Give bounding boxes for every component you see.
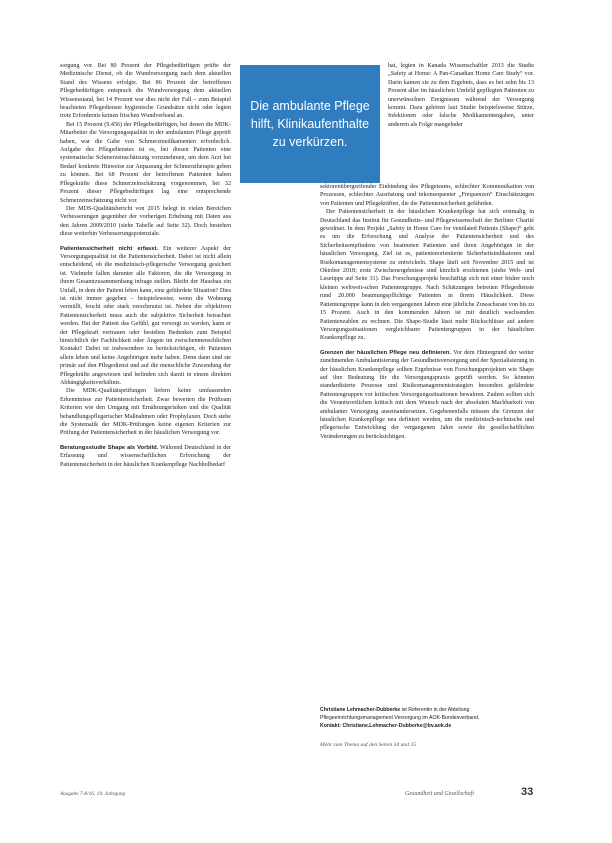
footer-issue: Ausgabe 7-8/16, 19. Jahrgang bbox=[60, 791, 126, 797]
section-heading: Patientensicherheit nicht erfasst. bbox=[60, 245, 159, 252]
pullquote-text: Die ambulante Pflege hilft, Klinikaufenthalte zu verkürzen. bbox=[250, 99, 370, 149]
paragraph: hat, legten in Kanada Wissenschaftler 2013 die Studie „Safety at Home: A Pan-Canadian Home Care Study“ vor. Darin kamen sie zu dem Ergebnis, dass es bei zehn bis 13 Prozent aller im häuslichen Umfeld gepflegten Patienten zu unerwünschten Ereignissen während der Versorgung kommt. Dazu gehören laut Studie beispielsweise Stürze, Infektionen oder falsche Medikamentengaben, unter anderem als Folge mangelnder bbox=[388, 63, 534, 128]
author-name: Christiane Lehmacher-Dubberke bbox=[320, 707, 401, 713]
paragraph: Der Patientensicherheit in der häuslichen Krankenpflege hat sich erstmalig in Deutschland das Institut für Gesundheits- und Pflegewissenschaft der Berliner Charité gewidmet. In dem Projekt „Safety in Home Care for ventilated Patients (Shape)“ geht es um die Erforschung und Analyse der Patientensicherheit und des Sicherheitsempfindens von beatmeten Patienten und ihren Angehörigen in der häuslichen Versorgung. Ziel ist es, patientenorientierte Sicherheitsindikatoren und Risikomanagementsysteme zu entwickeln. Shape läuft seit November 2015 und ist Oktober 2018; erste Zwischenergebnisse sind kürzlich erschienen (siehe Web- und Lesetipps auf Seite 31). Das Forschungsprojekt beschäftigt sich mit einer bisher noch kleinen weltweit-schen Patientengruppe. Nach Schätzungen betreuen Pflegedienste rund 20.000 beatmungspflichtige Patienten in ihrem Häuslichkeit. Diese Patientengruppe kann in den vergangenen Jahren eine jährliche Zuwachsrate von bis zu 15 Prozent. Auch in den kommenden Jahren ist mit deutlich wachsenden Patientenzahlen zu rechnen. Die Shape-Studie lässt mehr Rückschlüsse auf andere Versorgungssituationen vergleichbarer Patientengruppen in der häuslichen Krankenpflege zu. bbox=[320, 209, 534, 342]
more-on-topic: Mehr zum Thema auf den Seiten 34 und 35 bbox=[320, 742, 417, 748]
section-heading: Grenzen der häuslichen Pflege neu definieren. bbox=[320, 349, 452, 356]
paragraph: Bei 15 Prozent (9.456) der Pflegebedürftigen, bei denen die MDK-Mitarbeiter die Versorgungsqualität in der ambulanten Pflege geprüft haben, war die Gabe von Schmerzmedikamenten erforderlich. Aufgabe des Pflegedienstes ist es, bei diesen Patienten eine systematische Schmerzeinschätzung vorzunehmen, um dem Arzt bei Bedarf konkrete Hinweise zur Anpassung der Schmerztherapie geben zu können. Bei 68 Prozent der betroffenen Patienten haben Pflegekräfte diese Schmerzeinschätzung vorgenommen, bei 32 Prozent dieser Pflegebedürftigen lag eine entsprechende Schmerzeinschätzung nicht vor. bbox=[60, 121, 231, 204]
author-bio bbox=[320, 707, 534, 730]
section-paragraph bbox=[320, 349, 534, 441]
paragraph: Der MDS-Qualitätsbericht von 2015 belegt in vielen Bereichen Verbesserungen gegenüber der vorherigen Erhebung mit Daten aus den Jahren 2009/2010 (siehe Tabelle auf Seite 32). Doch bestehen diese weiterhin Verbesserungspotenziale. bbox=[60, 205, 231, 238]
section-heading: Beratungsstudie Shape als Vorbild. bbox=[60, 444, 159, 451]
author-contact[interactable]: Kontakt: Christiane.Lehmacher-Dubberke@bv.aok.de bbox=[320, 722, 452, 729]
section-text: Vor dem Hintergrund der weiter zunehmenden Ambulantisierung der Gesundheitsversorgung und der Spezialisierung in der häuslichen Krankenpflege sollten Ergebnisse von Forschungsprojekten wie Shape auf ihre Bedeutung für die Versorgungspraxis geprüft werden. So könnten standardisierte Prozesse und Risikomanagementstrategien besonders gefährdete Patientengruppen vor kritischen Versorgungssituationen bewahren. Zudem sollten sich die Verantwortlichen kritisch mit dem Wunsch nach der absoluten Machbarkeit von ambulanter Versorgung auseinandersetzen. Gegebenenfalls müssen die Grenzen der häuslichen Krankenpflege neu definiert werden, um die medizinisch-technische und pflegerische Entwicklung der vergangenen Jahre sowie die gesellschaftlichen Veränderungen zu berücksichtigen. bbox=[320, 349, 534, 440]
paragraph: Die MDK-Qualitätsprüfungen liefern keine umfassenden Erkenntnisse zur Patientensicherheit. Zwar bewerten die Prüfteam Kriterien wie den Umgang mit Ernährungsrisiken und die Qualität behandlungspflegerischer Maßnahmen oder Prophylaxen. Doch stehe die Systematik der MDK-Prüfungen keine eigenen Kriterien zur Prüfung der Patientensicherheit in der häuslichen Versorgung vor. bbox=[60, 388, 231, 437]
author-role: ist Referentin in der Abteilung Pflegeeinrichtungsmanagement Versorgung im AOK-Bundesverband. bbox=[320, 707, 480, 721]
footer-section: Gesundheit und Gesellschaft bbox=[405, 791, 474, 797]
pullquote-box bbox=[240, 65, 380, 183]
section-paragraph bbox=[60, 245, 231, 388]
right-column bbox=[320, 183, 534, 441]
left-column-top bbox=[60, 62, 231, 469]
page-number: 33 bbox=[521, 786, 534, 798]
section-text: Während Deutschland in der Erfassung und wissenschaftlichen Erforschung der Patientensicherheit in der häuslichen Krankenpflege Nachholbedarf bbox=[60, 444, 231, 468]
section-paragraph bbox=[60, 444, 231, 469]
paragraph: sorgung vor. Bei 80 Prozent der Pflegebedürftigen prüfte der Medizinische Dienst, ob die Wundversorgung nach dem aktuellen Stand des Wissens erfolgte. Bei 86 Prozent der betroffenen Pflegebedürftigen entsprach die Wundversorgung dem aktuellen Wissensstand, bei 14 Prozent war dies nicht der Fall – zum Beispiel beachteten Pflegedienste hygienische Grundsätze nicht oder legten trotz Erfordernis keinen frischen Wundverband an. bbox=[60, 63, 231, 120]
section-text: Ein weiterer Aspekt der Versorgungsqualität ist die Patientensicherheit. Dabei ist nicht allein entscheidend, ob die medizinisch-pflegerische Versorgung gesichert ist. Vielmehr fallen darunter alle Faktoren, die die Versorgung in ihrem Gesamtzusammenhang infrage stellen. Bleibt der Hausbau ein Unfall, in dem der Patient leben kann, eine gefährdete Situation? Dies ist nicht immer gegeben – beispielsweise, wenn die Wohnung vermüllt, feucht oder stark verschmutzt ist. Neben der objektiven Patientensicherheit muss auch die subjektive Sicherheit betrachtet werden. Hat der Patient das Gefühl, gut versorgt zu werden, kann er der Pflegekraft vertrauen oder bestehen Bedenken zum Beispiel hinsichtlich der Fachlichkeit oder Ängste im zwischenmenschlichen Kontakt? Dabei ist insbesondere zu berücksichtigen, ob Patienten allein leben und keine Angehörigen mehr haben. Denn dann sind sie primär auf den Pflegedienst und auf die menschliche Zuwendung der Pflegekräfte angewiesen und befinden sich damit in einem direkten Abhängigkeitsverhältnis. bbox=[60, 245, 232, 387]
right-column-top bbox=[388, 62, 534, 129]
paragraph: sektorenübergreifender Einbindung des Pflegeteams, schlechter Kommunikation von Prozessen, schlechter Ausrüstung und inkonsequenter „Frequenzen“ Einschätzungen von Patienten und Pflegekräften, die die Patientensicherheit gefährden. bbox=[320, 184, 534, 207]
